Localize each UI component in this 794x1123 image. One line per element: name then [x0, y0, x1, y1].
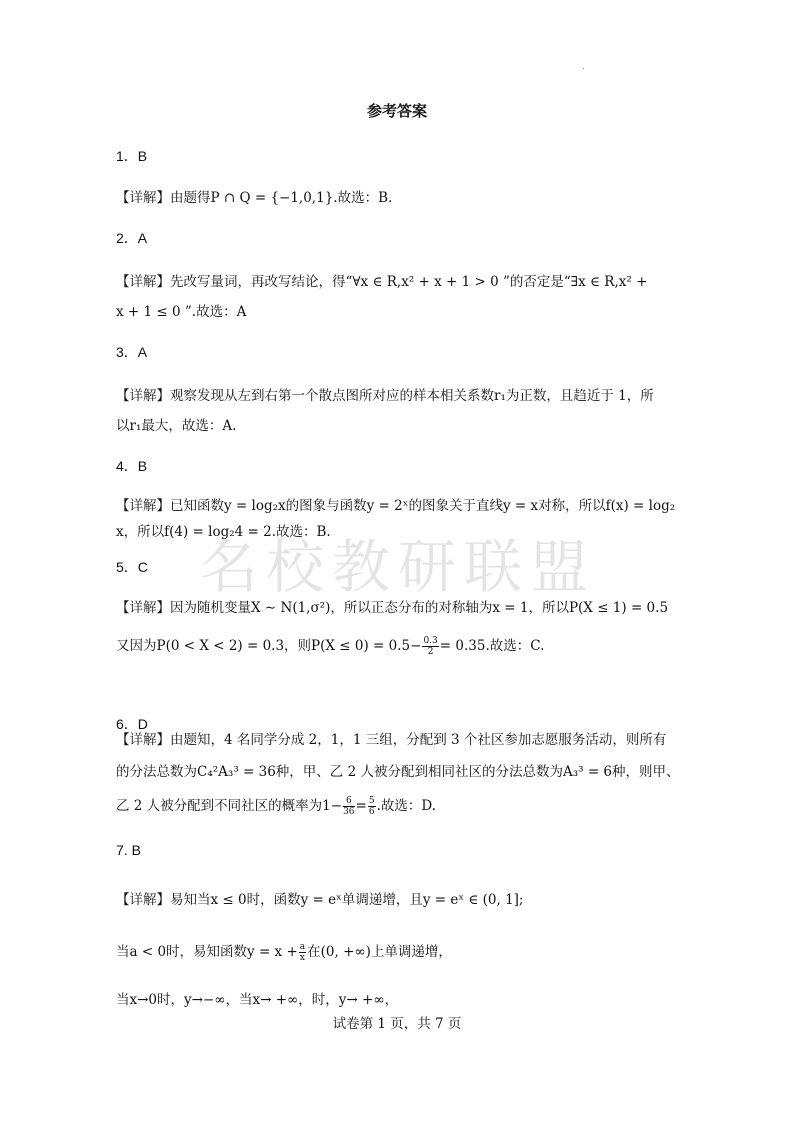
corner-mark: . [582, 62, 585, 72]
explanation-6-line-3-text-a: 乙 2 人被分配到不同社区的概率为1− [116, 798, 343, 814]
fraction-5-over-6 [368, 796, 376, 817]
explanation-3-line-1: 【详解】观察发现从左到右第一个散点图所对应的样本相关系数r₁为正数，且趋近于 1，所 [116, 388, 654, 404]
answer-1: 1．B [116, 148, 148, 164]
explanation-6-line-1: 【详解】由题知，4 名同学分成 2，1，1 三组，分配到 3 个社区参加志愿服务活动，则所有 [116, 732, 667, 748]
explanation-6-line-2: 的分法总数为C₄²A₃³ = 36种，甲、乙 2 人被分配到相同社区的分法总数为A₃³ = 6种，则甲、 [116, 764, 680, 780]
page-title: 参考答案 [366, 102, 427, 120]
explanation-2-line-1: 【详解】先改写量词，再改写结论，得“∀x ∈ R,x² + x + 1 > 0 ”的否定是“∃x ∈ R,x² + [116, 274, 648, 290]
explanation-2-line-2: x + 1 ≤ 0 ”.故选：A [116, 304, 247, 320]
fraction-denominator: x [299, 953, 305, 963]
explanation-7-line-2-text-b: 在(0, +∞)上单调递增， [307, 944, 452, 960]
fraction-denominator: 2 [427, 647, 434, 657]
fraction-numerator: 6 [343, 796, 354, 807]
explanation-5-line-2-text-b: = 0.35.故选：C. [439, 638, 545, 654]
explanation-3-line-2: 以r₁最大，故选：A. [116, 418, 237, 434]
answer-3: 3．A [116, 344, 148, 360]
explanation-7-line-3: 当x→0时，y→−∞，当x→ +∞，时，y→ +∞， [116, 992, 399, 1008]
explanation-5-line-2 [116, 634, 544, 657]
explanation-1-line-1: 【详解】由题得P ∩ Q = {−1,0,1}.故选：B. [116, 190, 393, 206]
answer-2: 2．A [116, 230, 148, 246]
answer-4: 4．B [116, 458, 148, 474]
explanation-6-line-3-text-c: .故选：D. [376, 798, 437, 814]
explanation-4-line-2: x，所以f(4) = log₂4 = 2.故选：B. [116, 524, 331, 540]
fraction-6-over-36 [343, 796, 354, 817]
answer-5: 5．C [116, 559, 148, 575]
fraction-denominator: 36 [343, 807, 355, 817]
explanation-5-line-1: 【详解】因为随机变量X ∼ N(1,σ²)，所以正态分布的对称轴为x = 1，所以P(X ≤ 1) = 0.5 [116, 600, 669, 616]
answer-7: 7. B [116, 842, 141, 858]
explanation-7-line-2-text-a: 当a < 0时，易知函数y = x + [116, 944, 298, 960]
explanation-6-line-3 [116, 794, 436, 817]
fraction-numerator: 0.3 [423, 636, 438, 646]
fraction-numerator: a [299, 942, 306, 952]
fraction-numerator: 5 [368, 796, 375, 806]
explanation-5-line-2-text-a: 又因为P(0 < X < 2) = 0.3，则P(X ≤ 0) = 0.5− [116, 638, 422, 654]
explanation-4-line-1: 【详解】已知函数y = log₂x的图象与函数y = 2ˣ的图象关于直线y = x对称，所以f(x) = log₂ [116, 498, 676, 514]
fraction-denominator: 6 [368, 807, 375, 817]
explanation-7-line-1: 【详解】易知当x ≤ 0时，函数y = eˣ单调递增，且y = eˣ ∈ (0, 1]; [116, 892, 524, 908]
explanation-6-line-3-equals: = [355, 798, 367, 814]
watermark: 名校教研联盟 [200, 533, 597, 601]
fraction-a-over-x [299, 942, 306, 963]
page-footer: 试卷第 1 页，共 7 页 [332, 1016, 462, 1032]
answer-6: 6．D [116, 716, 148, 732]
fraction-0.3-over-2 [422, 636, 438, 657]
explanation-7-line-2 [116, 940, 452, 963]
